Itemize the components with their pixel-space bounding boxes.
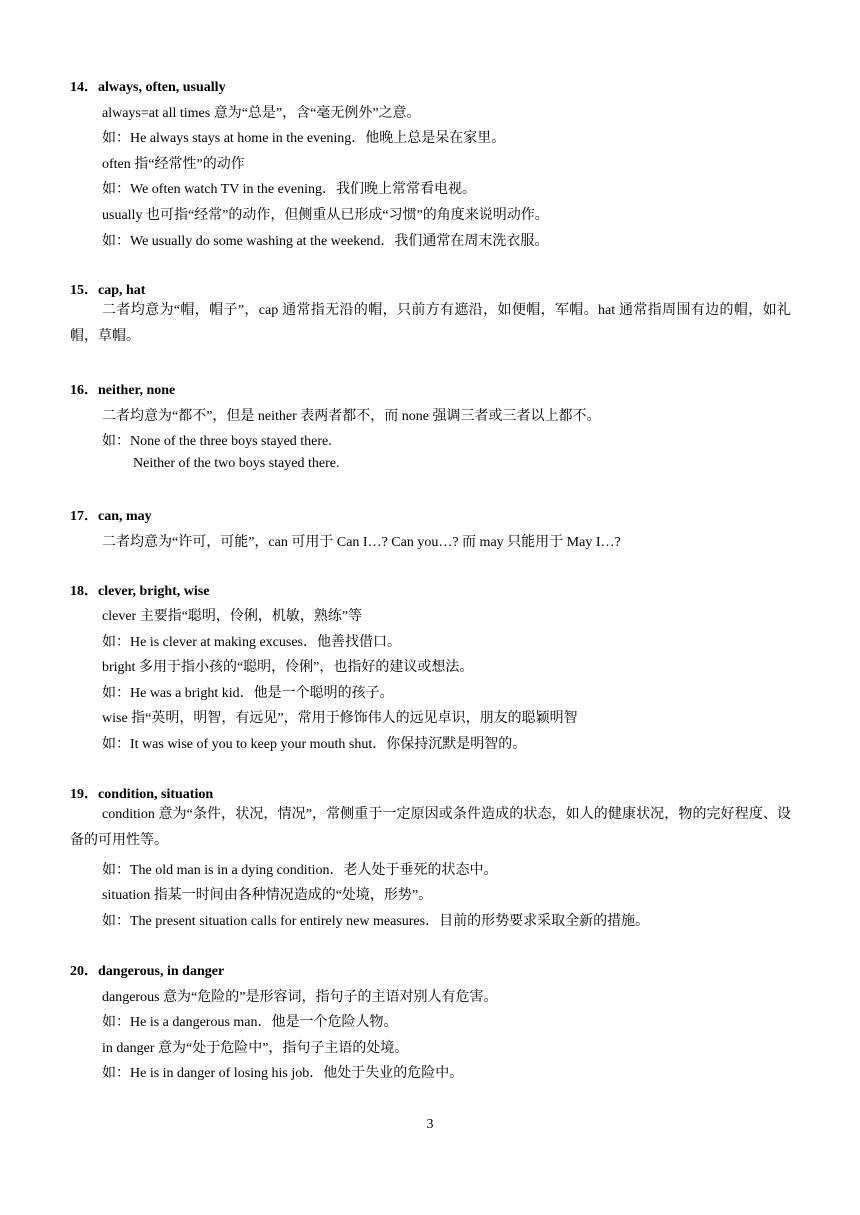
example-line: 如：He is clever at making excuses．他善找借口。 [102, 635, 401, 650]
example-line: 如：The present situation calls for entirely new measures．目前的形势要求采取全新的措施。 [102, 914, 650, 929]
text-line: situation 指某一时间由各种情况造成的“处境，形势”。 [102, 888, 433, 903]
example-line: 如：It was wise of you to keep your mouth shut．你保持沉默是明智的。 [102, 737, 527, 752]
text-line: usually 也可指“经常”的动作，但侧重从已形成“习惯”的角度来说明动作。 [102, 208, 549, 223]
text-line: wise 指“英明，明智，有远见”，常用于修饰伟人的远见卓识，朋友的聪颖明智 [102, 711, 578, 726]
page-number: 3 [426, 1117, 434, 1132]
text-line: 二者均意为“都不”，但是 neither 表两者都不，而 none 强调三者或三者以上都不。 [102, 409, 601, 424]
text-paragraph: condition 意为“条件，状况，情况”，常侧重于一定原因或条件造成的状态，如人的健康状况，物的完好程度、设备的可用性等。 [70, 807, 791, 848]
example-line: 如：We usually do some washing at the weekend．我们通常在周末洗衣服。 [102, 234, 549, 249]
text-line: clever 主要指“聪明，伶俐，机敏，熟练”等 [102, 609, 363, 624]
example-line: 如：He is in danger of losing his job．他处于失业的危险中。 [102, 1066, 464, 1081]
section-heading: 16．neither, none [70, 383, 176, 398]
section-heading: 19．condition, situation [70, 787, 214, 802]
section-heading: 14．always, often, usually [70, 80, 226, 95]
section-heading: 17．can, may [70, 509, 152, 524]
example-line: 如：None of the three boys stayed there. [102, 434, 332, 449]
text-line: in danger 意为“处于危险中”，指句子主语的处境。 [102, 1041, 409, 1056]
section-heading: 18．clever, bright, wise [70, 584, 210, 599]
text-line: bright 多用于指小孩的“聪明，伶俐”，也指好的建议或想法。 [102, 660, 474, 675]
text-line: 二者均意为“许可，可能”，can 可用于 Can I…? Can you…? 而 may 只能用于 May I…? [102, 535, 621, 550]
text-line: dangerous 意为“危险的”是形容词，指句子的主语对别人有危害。 [102, 990, 498, 1005]
text-line: always=at all times 意为“总是”，含“毫无例外”之意。 [102, 106, 421, 121]
text-paragraph: 二者均意为“帽，帽子”，cap 通常指无沿的帽，只前方有遮沿，如便帽，军帽。hat 通常指周围有边的帽，如礼帽，草帽。 [70, 303, 791, 344]
example-line: 如：He is a dangerous man．他是一个危险人物。 [102, 1015, 398, 1030]
text-line: often 指“经常性”的动作 [102, 157, 245, 172]
example-line: 如：We often watch TV in the evening．我们晚上常常看电视。 [102, 182, 476, 197]
section-heading: 20．dangerous, in danger [70, 964, 225, 979]
example-line: 如：The old man is in a dying condition．老人处于垂死的状态中。 [102, 863, 498, 878]
example-line: 如：He was a bright kid．他是一个聪明的孩子。 [102, 686, 394, 701]
example-line: Neither of the two boys stayed there. [133, 456, 340, 471]
section-heading: 15．cap, hat [70, 283, 146, 298]
example-line: 如：He always stays at home in the evening．他晚上总是呆在家里。 [102, 131, 506, 146]
